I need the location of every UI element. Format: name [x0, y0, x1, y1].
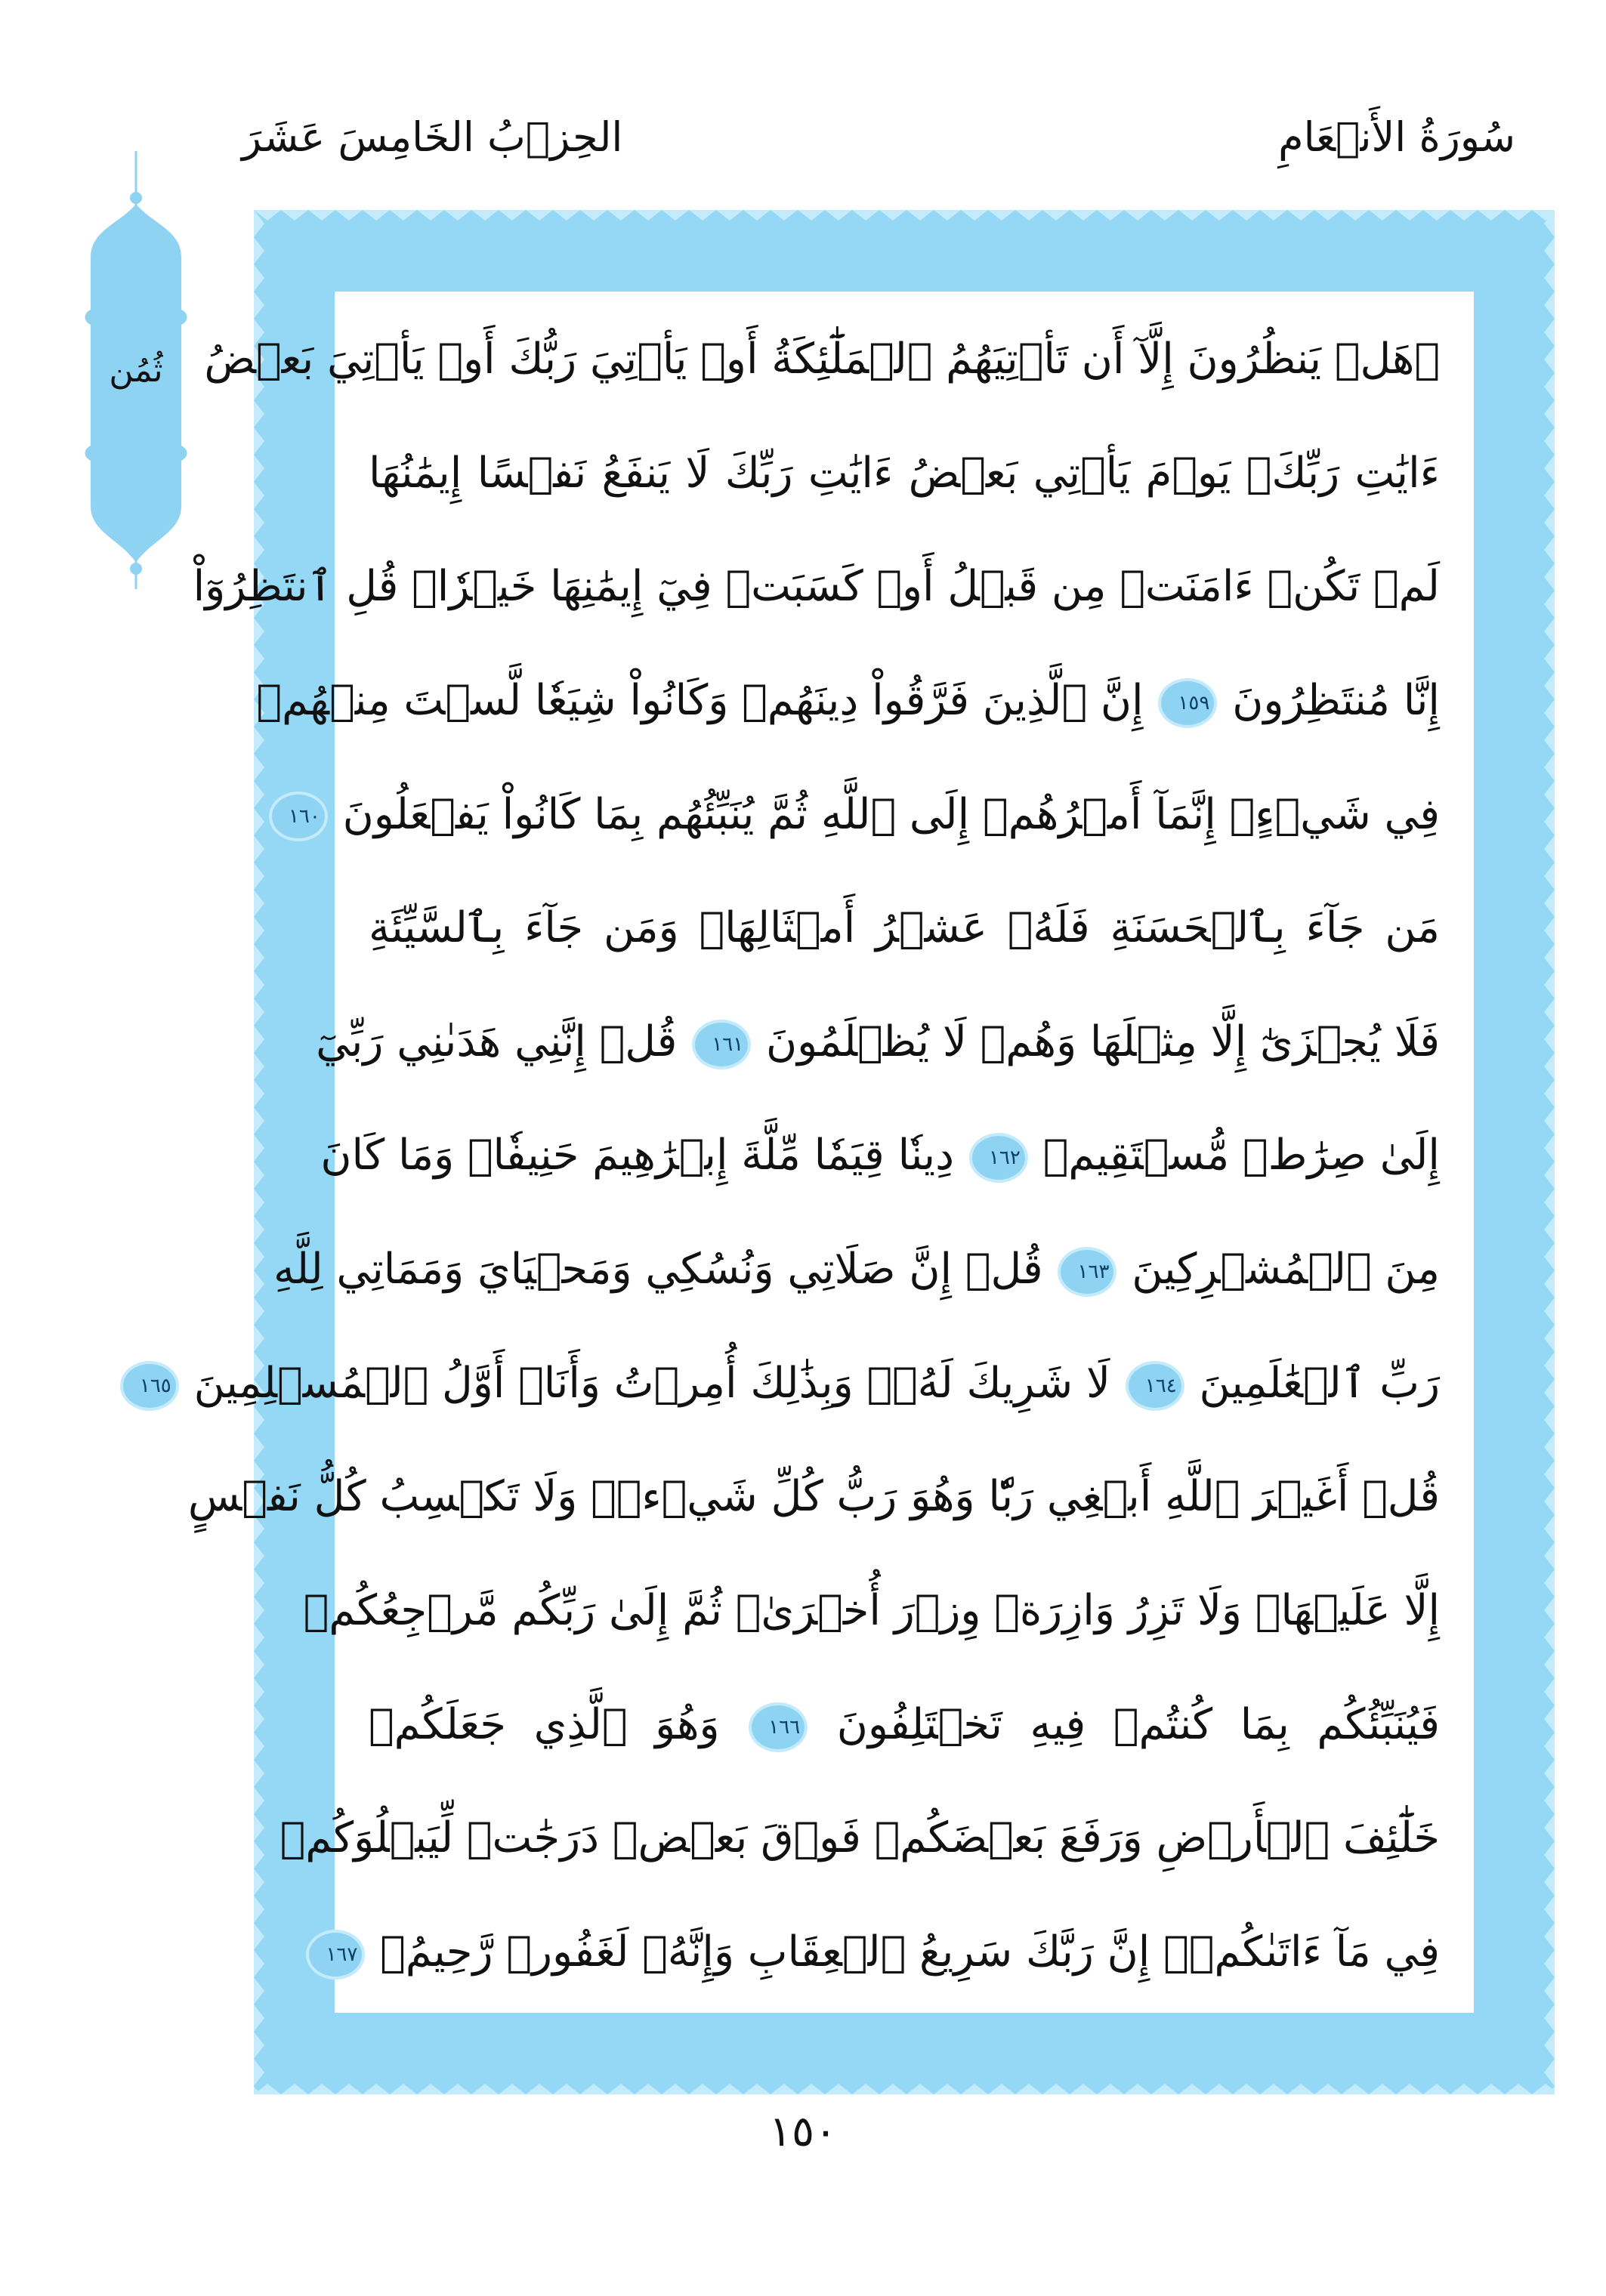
page-frame — [139, 210, 1555, 2094]
verse-line — [204, 322, 1440, 397]
verse-text: قُلۡ إِنَّنِي هَدَىٰنِي رَبِّيٓ — [316, 1017, 678, 1066]
verse-text: خَلَٰٓئِفَ ٱلۡأَرۡضِ وَرَفَعَ بَعۡضَكُمۡ فَوۡقَ بَعۡضٖ دَرَجَٰتٖ لِّيَبۡلُوَكُمۡ — [280, 1813, 1440, 1863]
verse-text: فِي شَيۡءٍۚ إِنَّمَآ أَمۡرُهُمۡ إِلَى ٱللَّهِ ثُمَّ يُنَبِّئُهُم بِمَا كَانُواْ يَفۡعَلُونَ — [342, 789, 1440, 839]
verse-text: دِينٗا قِيَمٗا مِّلَّةَ إِبۡرَٰهِيمَ حَنِيفٗاۚ وَمَا كَانَ — [320, 1131, 955, 1180]
verse-text: مِنَ ٱلۡمُشۡرِكِينَ — [1132, 1245, 1440, 1295]
page-number: ١٥٠ — [768, 2107, 838, 2156]
verse-text: مَن جَآءَ بِٱلۡحَسَنَةِ فَلَهُۥ عَشۡرُ أَمۡثَالِهَاۖ وَمَن جَآءَ بِٱلسَّيِّئَةِ — [369, 903, 1440, 953]
verse-text: قُلۡ أَغَيۡرَ ٱللَّهِ أَبۡغِي رَبّٗا وَهُوَ رَبُّ كُلِّ شَيۡءٖۚ وَلَا تَكۡسِبُ كُلُّ نَفۡسٍ — [187, 1472, 1440, 1522]
ayah-number-marker: ١٦٢ — [972, 1136, 1025, 1180]
verse-line — [316, 1004, 1440, 1080]
verse-text: لَا شَرِيكَ لَهُۥۖ وَبِذَٰلِكَ أُمِرۡتُ وَأَنَا۠ أَوَّلُ ٱلۡمُسۡلِمِينَ — [193, 1358, 1110, 1408]
verse-text: فَلَا يُجۡزَىٰٓ إِلَّا مِثۡلَهَا وَهُمۡ لَا يُظۡلَمُونَ — [766, 1017, 1440, 1066]
verse-text: لَمۡ تَكُنۡ ءَامَنَتۡ مِن قَبۡلُ أَوۡ كَسَبَتۡ فِيٓ إِيمَٰنِهَا خَيۡرٗاۗ قُلِ ٱنتَظِرُوٓاْ — [193, 562, 1440, 612]
verse-line — [369, 890, 1440, 966]
ayah-number-marker: ١٦٤ — [1129, 1364, 1181, 1408]
verse-line — [320, 1118, 1440, 1193]
verse-line — [187, 1459, 1440, 1535]
verse-text: إِنَّا مُنتَظِرُونَ — [1232, 675, 1440, 725]
surah-title: سُورَةُ الأَنۡعَامِ — [1278, 113, 1515, 161]
ayah-number-marker: ١٦١ — [695, 1023, 748, 1066]
verse-text: قُلۡ إِنَّ صَلَاتِي وَنُسُكِي وَمَحۡيَايَ وَمَمَاتِي لِلَّهِ — [273, 1245, 1043, 1295]
verse-line — [273, 1232, 1440, 1307]
verse-text: رَبِّ ٱلۡعَٰلَمِينَ — [1199, 1358, 1440, 1408]
verse-line — [139, 1346, 1440, 1421]
verse-line — [256, 663, 1440, 739]
verse-text: وَهُوَ ٱلَّذِي جَعَلَكُمۡ — [369, 1699, 720, 1749]
ayah-number-marker: ١٥٩ — [1161, 681, 1214, 725]
verse-line — [369, 436, 1440, 511]
ayah-number-marker: ١٦٧ — [309, 1933, 362, 1977]
verse-text: ءَايَٰتِ رَبِّكَۗ يَوۡمَ يَأۡتِي بَعۡضُ ءَايَٰتِ رَبِّكَ لَا يَنفَعُ نَفۡسًا إِيمَٰنُهَا — [369, 448, 1440, 498]
thumun-label: ثُمُن — [109, 351, 163, 390]
ayah-number-marker: ١٦٦ — [752, 1705, 805, 1749]
verse-line — [288, 777, 1440, 853]
ayah-number-marker: ١٦٥ — [123, 1364, 176, 1408]
ayah-number-marker: ١٦٣ — [1061, 1250, 1113, 1294]
text-panel — [139, 292, 1474, 2013]
verse-line — [326, 1915, 1440, 1990]
verse-text: فِي مَآ ءَاتَىٰكُمۡۗ إِنَّ رَبَّكَ سَرِيعُ ٱلۡعِقَابِ وَإِنَّهُۥ لَغَفُورٞ رَّحِيمُۢ — [380, 1927, 1440, 1977]
ayah-number-marker: ١٦٠ — [272, 795, 325, 838]
hizb-title: الحِزۡبُ الخَامِسَ عَشَرَ — [242, 113, 623, 161]
verse-line — [303, 1573, 1440, 1649]
verse-text: إِلَّا عَلَيۡهَاۚ وَلَا تَزِرُ وَازِرَةٞ وِزۡرَ أُخۡرَىٰۚ ثُمَّ إِلَىٰ رَبِّكُم مَّرۡجِعُكُمۡ — [303, 1586, 1440, 1636]
verse-text: فَيُنَبِّئُكُم بِمَا كُنتُمۡ فِيهِ تَخۡتَلِفُونَ — [836, 1699, 1440, 1749]
verse-text: إِلَىٰ صِرَٰطٖ مُّسۡتَقِيمٖ — [1042, 1131, 1440, 1180]
verse-lines — [139, 322, 1440, 1990]
verse-line — [193, 549, 1440, 625]
verse-text: إِنَّ ٱلَّذِينَ فَرَّقُواْ دِينَهُمۡ وَكَانُواْ شِيَعٗا لَّسۡتَ مِنۡهُمۡ — [256, 675, 1144, 725]
verse-line — [280, 1801, 1440, 1876]
verse-line — [369, 1687, 1440, 1763]
verse-text: ۞هَلۡ يَنظُرُونَ إِلَّآ أَن تَأۡتِيَهُمُ ٱلۡمَلَٰٓئِكَةُ أَوۡ يَأۡتِيَ رَبُّكَ أَوۡ يَأۡتِيَ بَعۡضُ — [204, 335, 1440, 384]
